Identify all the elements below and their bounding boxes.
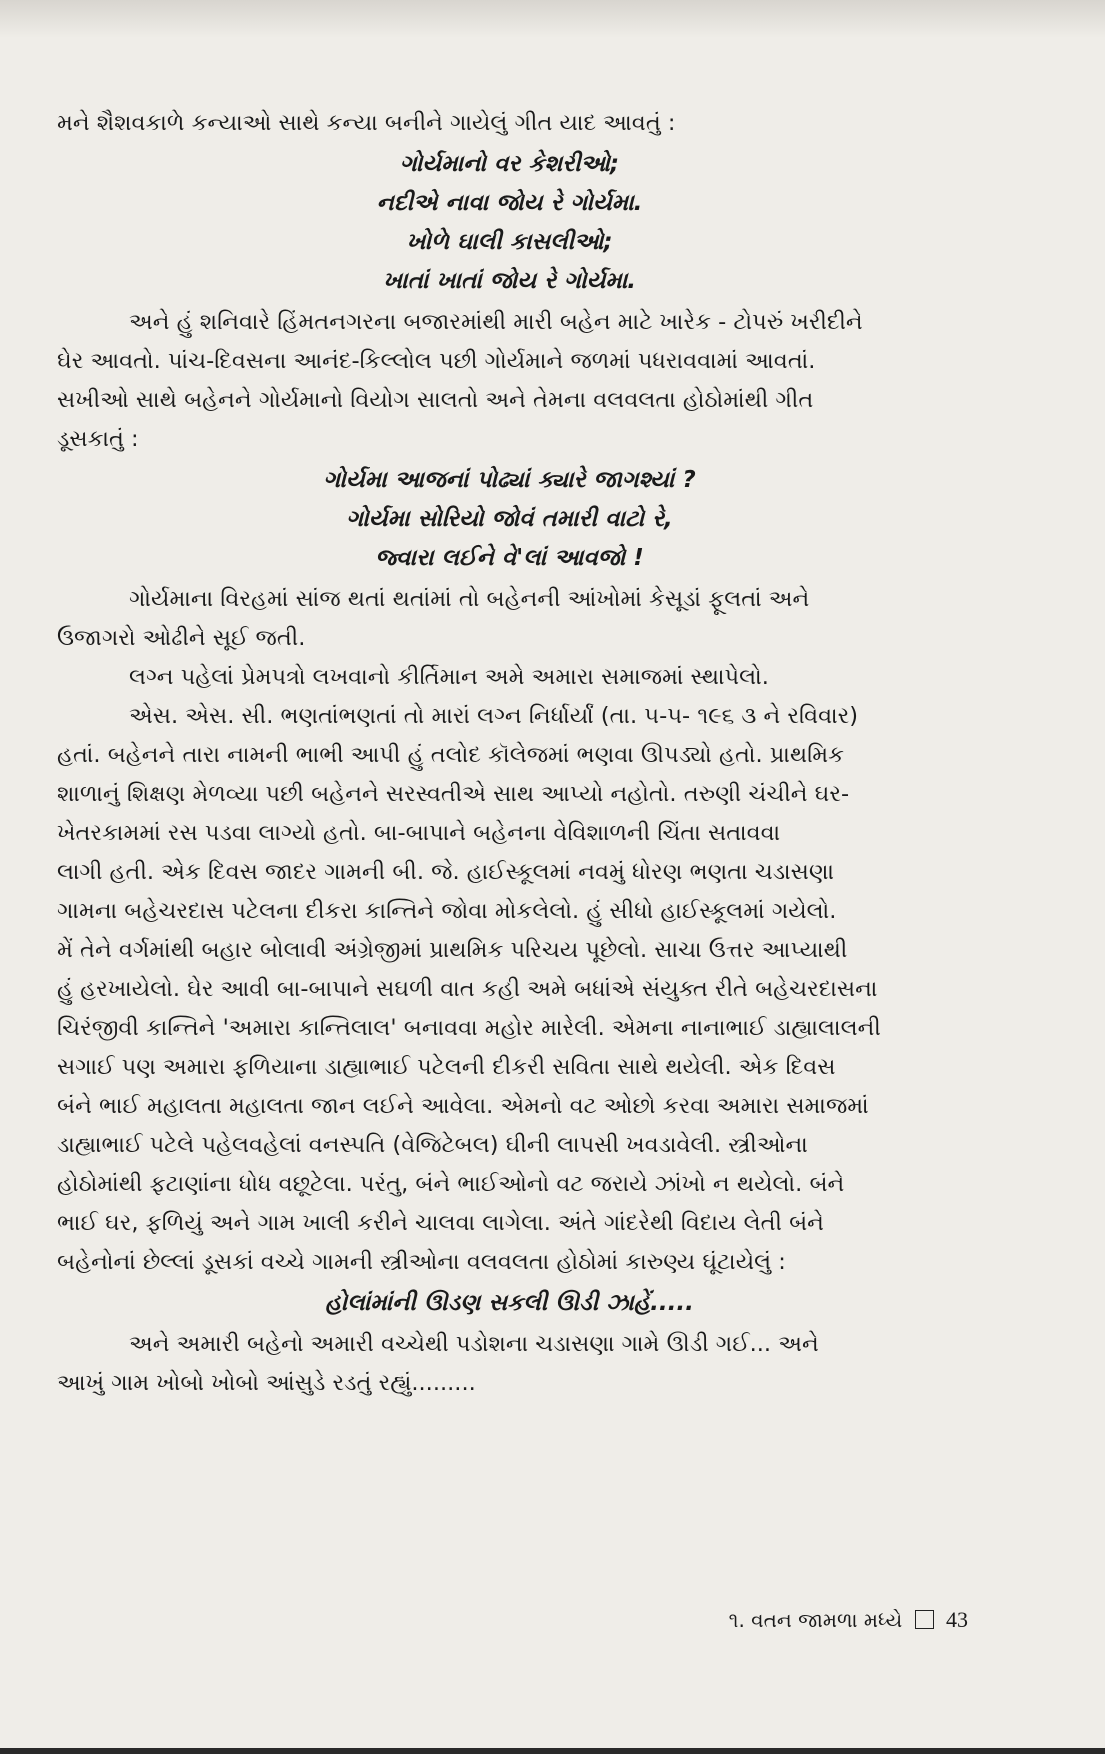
text-line: બંને ભાઈ મહાલતા મહાલતા જાન લઈને આવેલા. એમનો વટ ઓછો કરવા અમારા સમાજમાં [57, 1093, 869, 1119]
paragraph-1 [57, 303, 962, 459]
text-line: ઘેર આવતો. પાંચ-દિવસના આનંદ-કિલ્લોલ પછી ગોર્યમાને જળમાં પધરાવવામાં આવતાં. [57, 348, 816, 374]
verse-2 [57, 461, 962, 578]
text-line: ઉજાગરો ઓઢીને સૂઈ જતી. [57, 625, 306, 651]
text-line: ગોર્યમાના વિરહમાં સાંજ થતાં થતાંમાં તો બહેનની આંખોમાં કેસૂડાં ફૂલતાં અને [129, 586, 810, 612]
verse-3 [57, 1284, 962, 1323]
paragraph-4 [57, 697, 962, 1282]
page-number: 43 [946, 1607, 968, 1632]
text-line: ચિરંજીવી કાન્તિને 'અમારા કાન્તિલાલ' બનાવવા મહોર મારેલી. એમના નાનાભાઈ ડાહ્યાલાલની [57, 1015, 881, 1041]
paragraph-3 [57, 658, 962, 697]
verse-1 [57, 145, 962, 301]
text-line: હોઠોમાંથી ફટાણાંના ધોધ વછૂટેલા. પરંતુ, બંને ભાઈઓનો વટ જરાયે ઝાંખો ન થયેલો. બંને [57, 1171, 845, 1197]
intro-line: મને શૈશવકાળે કન્યાઓ સાથે કન્યા બનીને ગાયેલું ગીત યાદ આવતું : [57, 110, 676, 136]
text-line: લગ્ન પહેલાં પ્રેમપત્રો લખવાનો કીર્તિમાન અમે અમારા સમાજમાં સ્થાપેલો. [129, 664, 769, 690]
text-line: બહેનોનાં છેલ્લાં ડૂસકાં વચ્ચે ગામની સ્ત્રીઓના વલવલતા હોઠોમાં કારુણ્ય ઘૂંટાયેલું : [57, 1249, 786, 1275]
text-line: ખેતરકામમાં રસ પડવા લાગ્યો હતો. બા-બાપાને બહેનના વેવિશાળની ચિંતા સતાવવા [57, 820, 781, 846]
page-top-shadow [0, 0, 1105, 38]
verse-line: ખોળે ઘાલી કાસલીઓ; [406, 229, 613, 255]
text-line: એસ. એસ. સી. ભણતાંભણતાં તો મારાં લગ્ન નિર્ધાર્યાં (તા. ૫-૫- ૧૯૬ ૩ ને રવિવાર) [129, 703, 859, 729]
text-line: સગાઈ પણ અમારા ફળિયાના ડાહ્યાભાઈ પટેલની દીકરી સવિતા સાથે થયેલી. એક દિવસ [57, 1054, 836, 1080]
text-line: ભાઈ ઘર, ફળિયું અને ગામ ખાલી કરીને ચાલવા લાગેલા. અંતે ગાંદરેથી વિદાય લેતી બંને [57, 1210, 824, 1236]
verse-line: જ્વારા લઈને વે'લાં આવજો ! [375, 545, 644, 571]
text-line: હું હરખાયેલો. ઘેર આવી બા-બાપાને સઘળી વાત કહી અમે બધાંએ સંયુક્ત રીતે બહેચરદાસના [57, 976, 878, 1002]
text-line: અને હું શનિવારે હિંમતનગરના બજારમાંથી મારી બહેન માટે ખારેક - ટોપરું ખરીદીને [129, 309, 863, 335]
verse-line: હોલાંમાંની ઊડણ સકલી ઊડી ઝાહેં..... [325, 1290, 694, 1316]
text-line: ડાહ્યાભાઈ પટેલે પહેલવહેલાં વનસ્પતિ (વેજિટેબલ) ઘીની લાપસી ખવડાવેલી. સ્ત્રીઓના [57, 1132, 808, 1158]
paragraph-2 [57, 580, 962, 658]
text-line: શાળાનું શિક્ષણ મેળવ્યા પછી બહેનને સરસ્વતીએ સાથ આપ્યો નહોતો. તરુણી ચંચીને ઘર- [57, 781, 850, 807]
text-line: ગામના બહેચરદાસ પટેલના દીકરા કાન્તિને જોવા મોકલેલો. હું સીધો હાઈસ્કૂલમાં ગયેલો. [57, 898, 837, 924]
verse-line: ગોર્યમાનો વર કેશરીઓ; [399, 151, 620, 177]
text-line: ડૂસકાતું : [57, 426, 139, 452]
paragraph-5 [57, 1325, 962, 1403]
bottom-edge-bar [0, 1748, 1105, 1754]
text-line: મેં તેને વર્ગમાંથી બહાર બોલાવી અંગ્રેજીમાં પ્રાથમિક પરિચય પૂછેલો. સાચા ઉત્તર આપ્યાથી [57, 937, 848, 963]
verse-line: ખાતાં ખાતાં જોય રે ગોર્યમા. [382, 268, 637, 294]
text-line: સખીઓ સાથે બહેનને ગોર્યમાનો વિયોગ સાલતો અને તેમના વલવલતા હોઠોમાંથી ગીત [57, 387, 814, 413]
text-line: આખું ગામ ખોબો ખોબો આંસુડે રડતું રહ્યું......... [57, 1370, 476, 1396]
square-separator-icon [915, 1610, 934, 1629]
verse-line: ગોર્યમા સોરિયો જોવં તમારી વાટો રે, [346, 506, 673, 532]
chapter-title: ૧. વતન જામળા મધ્યે [728, 1608, 903, 1632]
text-line: લાગી હતી. એક દિવસ જાદર ગામની બી. જે. હાઈસ્કૂલમાં નવમું ધોરણ ભણતા ચડાસણા [57, 859, 834, 885]
text-line: હતાં. બહેનને તારા નામની ભાભી આપી હું તલોદ કૉલેજમાં ભણવા ઊપડ્યો હતો. પ્રાથમિક [57, 742, 845, 768]
verse-line: નદીએ નાવા જોય રે ગોર્યમા. [376, 190, 643, 216]
page-body [57, 104, 962, 1403]
verse-line: ગોર્યમા આજનાં પોઢ્યાં ક્યારે જાગશ્યાં ? [323, 467, 696, 493]
page-footer [729, 1607, 968, 1633]
text-line: અને અમારી બહેનો અમારી વચ્ચેથી પડોશના ચડાસણા ગામે ઊડી ગઈ... અને [129, 1331, 819, 1357]
